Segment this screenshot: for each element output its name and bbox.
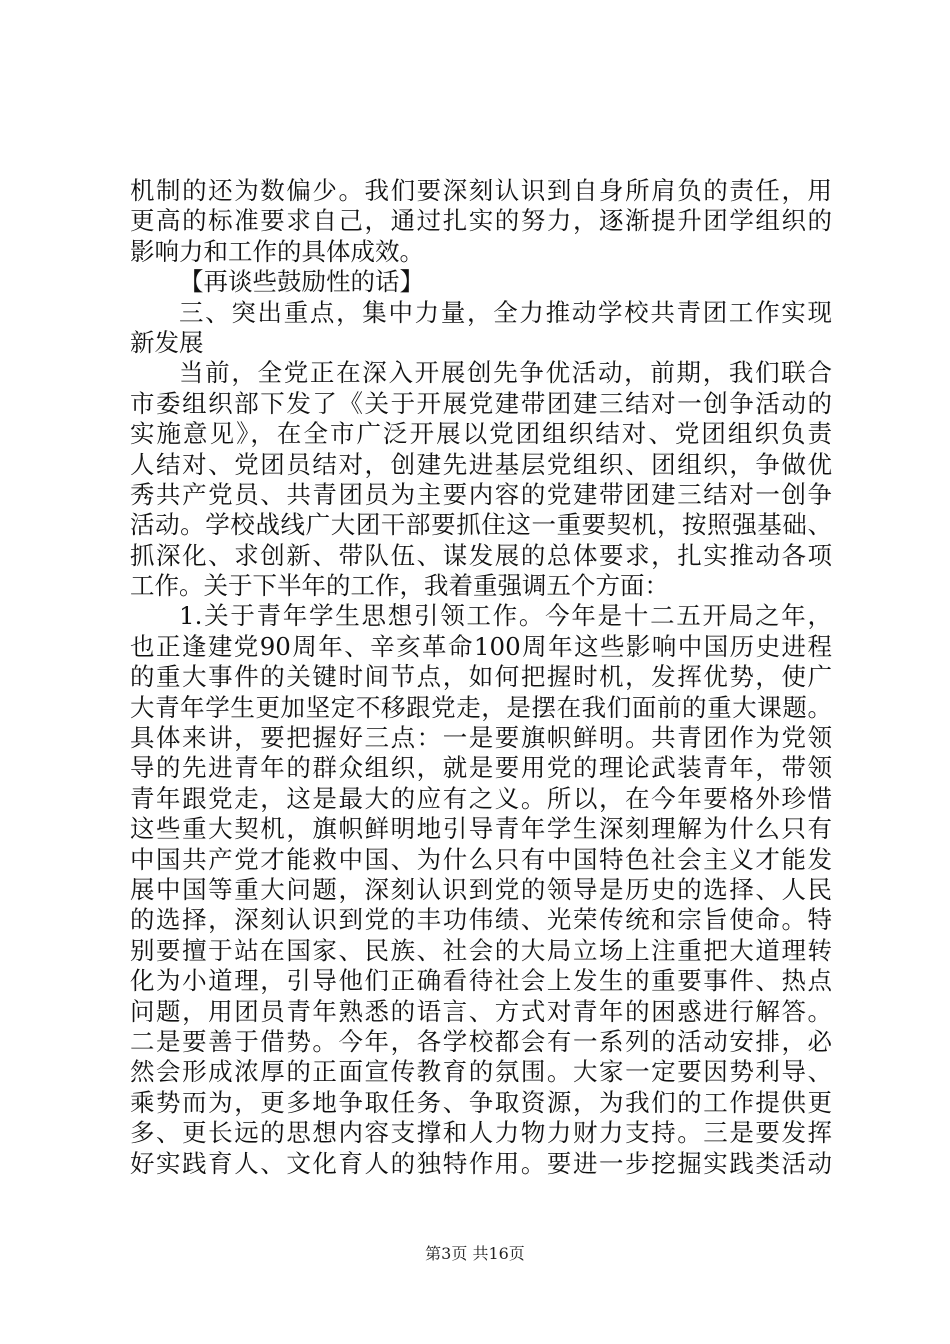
text-line: 展中国等重大问题，深刻认识到党的领导是历史的选择、人民 bbox=[130, 874, 832, 904]
text-line: 大青年学生更加坚定不移跟党走，是摆在我们面前的重大课题。 bbox=[130, 692, 832, 722]
text-line: 别要擅于站在国家、民族、社会的大局立场上注重把大道理转 bbox=[130, 935, 832, 965]
section-heading-cont: 新发展 bbox=[130, 327, 204, 357]
text-line: 这些重大契机，旗帜鲜明地引导青年学生深刻理解为什么只有 bbox=[130, 814, 832, 844]
text-line: 抓深化、求创新、带队伍、谋发展的总体要求，扎实推动各项 bbox=[130, 540, 832, 570]
text-line: 多、更长远的思想内容支撑和人力物力财力支持。三是要发挥 bbox=[130, 1118, 832, 1148]
text-line: 然会形成浓厚的正面宣传教育的氛围。大家一定要因势利导、 bbox=[130, 1057, 832, 1087]
text-line: 1.关于青年学生思想引领工作。今年是十二五开局之年， bbox=[179, 601, 832, 631]
section-heading: 三、突出重点，集中力量，全力推动学校共青团工作实现 bbox=[179, 297, 832, 327]
text-line: 人结对、党团员结对，创建先进基层党组织、团组织，争做优 bbox=[130, 449, 832, 479]
text-line: 二是要善于借势。今年，各学校都会有一系列的活动安排，必 bbox=[130, 1026, 832, 1056]
text-line: 当前，全党正在深入开展创先争优活动，前期，我们联合 bbox=[179, 358, 832, 388]
text-line: 好实践育人、文化育人的独特作用。要进一步挖掘实践类活动 bbox=[130, 1148, 832, 1178]
text-line: 中国共产党才能救中国、为什么只有中国特色社会主义才能发 bbox=[130, 844, 832, 874]
text-line: 也正逢建党90周年、辛亥革命100周年这些影响中国历史进程 bbox=[130, 631, 832, 661]
text-line: 具体来讲，要把握好三点：一是要旗帜鲜明。共青团作为党领 bbox=[130, 723, 832, 753]
text-line: 的重大事件的关键时间节点，如何把握时机，发挥优势，使广 bbox=[130, 662, 832, 692]
text-line: 更高的标准要求自己，通过扎实的努力，逐渐提升团学组织的 bbox=[130, 206, 832, 236]
text-line: 工作。关于下半年的工作，我着重强调五个方面： bbox=[130, 571, 669, 601]
text-line: 实施意见》，在全市广泛开展以党团组织结对、党团组织负责 bbox=[130, 419, 832, 449]
text-line: 活动。学校战线广大团干部要抓住这一重要契机，按照强基础、 bbox=[130, 510, 832, 540]
text-line: 影响力和工作的具体成效。 bbox=[130, 236, 424, 266]
text-line: 导的先进青年的群众组织，就是要用党的理论武装青年，带领 bbox=[130, 753, 832, 783]
text-line: 乘势而为，更多地争取任务、争取资源，为我们的工作提供更 bbox=[130, 1087, 832, 1117]
text-line: 化为小道理，引导他们正确看待社会上发生的重要事件、热点 bbox=[130, 966, 832, 996]
text-line: 市委组织部下发了《关于开展党建带团建三结对一创争活动的 bbox=[130, 388, 832, 418]
page-number-footer: 第3页 共16页 bbox=[425, 1244, 525, 1263]
section-note: 【再谈些鼓励性的话】 bbox=[179, 267, 424, 297]
text-line: 问题，用团员青年熟悉的语言、方式对青年的困惑进行解答。 bbox=[130, 996, 832, 1026]
text-line: 秀共产党员、共青团员为主要内容的党建带团建三结对一创争 bbox=[130, 479, 832, 509]
text-line: 的选择，深刻认识到党的丰功伟绩、光荣传统和宗旨使命。特 bbox=[130, 905, 832, 935]
body-text bbox=[130, 176, 832, 1179]
text-line: 机制的还为数偏少。我们要深刻认识到自身所肩负的责任，用 bbox=[130, 176, 832, 205]
text-line: 青年跟党走，这是最大的应有之义。所以，在今年要格外珍惜 bbox=[130, 783, 832, 813]
